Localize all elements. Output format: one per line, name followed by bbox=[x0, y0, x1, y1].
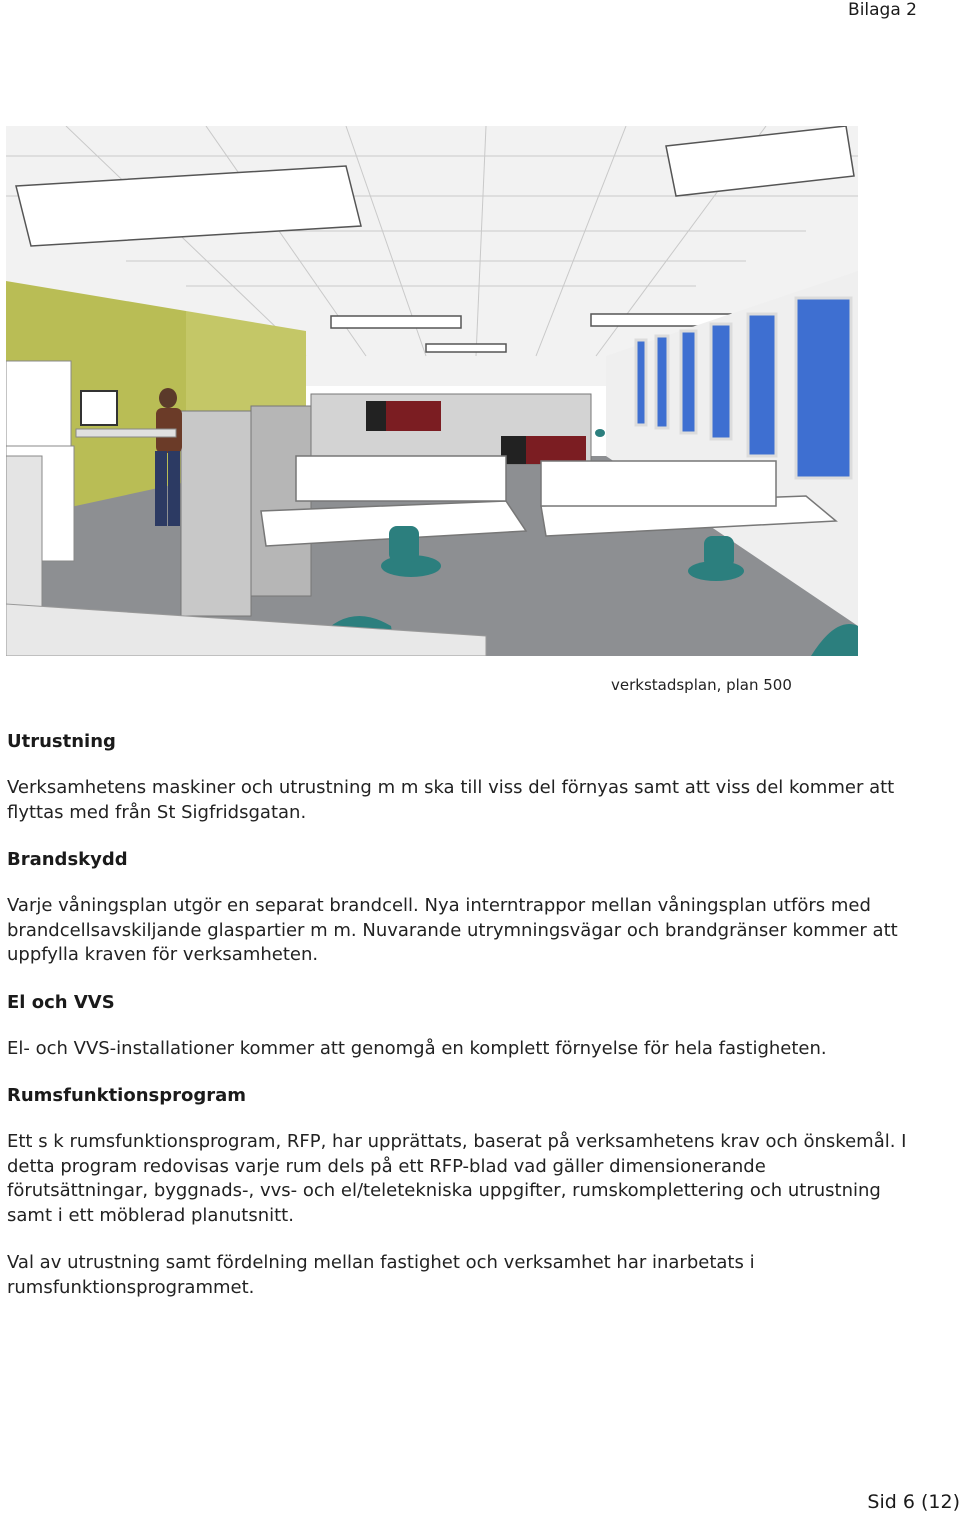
section-heading-utrustning: Utrustning bbox=[7, 731, 116, 752]
section-paragraph-brandskydd: Varje våningsplan utgör en separat brandcell. Nya interntrappor mellan våningsplan utförs med brandcellsavskiljande glaspartier m m. Nuvarande utrymningsvägar och brandgränser kommer att uppfylla kraven för verksamheten. bbox=[7, 895, 898, 965]
section-paragraph-el-och-vvs: El- och VVS-installationer kommer att genomgå en komplett förnyelse för hela fastigheten. bbox=[7, 1037, 827, 1059]
section-paragraph-utrustning: Verksamhetens maskiner och utrustning m m ska till viss del förnyas samt att viss del kommer att flyttas med från St Sigfridsgatan. bbox=[7, 777, 895, 823]
section-heading-rumsfunktionsprogram: Rumsfunktionsprogram bbox=[7, 1085, 247, 1106]
document-body bbox=[7, 730, 907, 1300]
workshop-rendering bbox=[6, 126, 858, 656]
figure-caption: verkstadsplan, plan 500 bbox=[611, 676, 792, 694]
section-paragraph-rfp-2: Val av utrustning samt fördelning mellan fastighet och verksamhet har inarbetats i rumsfunktionsprogrammet. bbox=[7, 1252, 755, 1298]
section-heading-el-och-vvs: El och VVS bbox=[7, 991, 115, 1013]
section-heading-brandskydd: Brandskydd bbox=[7, 849, 128, 870]
page-number: Sid 6 (12) bbox=[867, 1491, 960, 1513]
section-paragraph-rfp-1: Ett s k rumsfunktionsprogram, RFP, har upprättats, baserat på verksamhetens krav och önskemål. I detta program redovisas varje rum dels på ett RFP-blad vad gäller dimensionerande förutsättningar, byggnads-, vvs- och el/teletekniska uppgifter, rumskomplettering och utrustning samt i ett möblerad planutsnitt. bbox=[7, 1131, 907, 1226]
appendix-label: Bilaga 2 bbox=[848, 0, 917, 20]
